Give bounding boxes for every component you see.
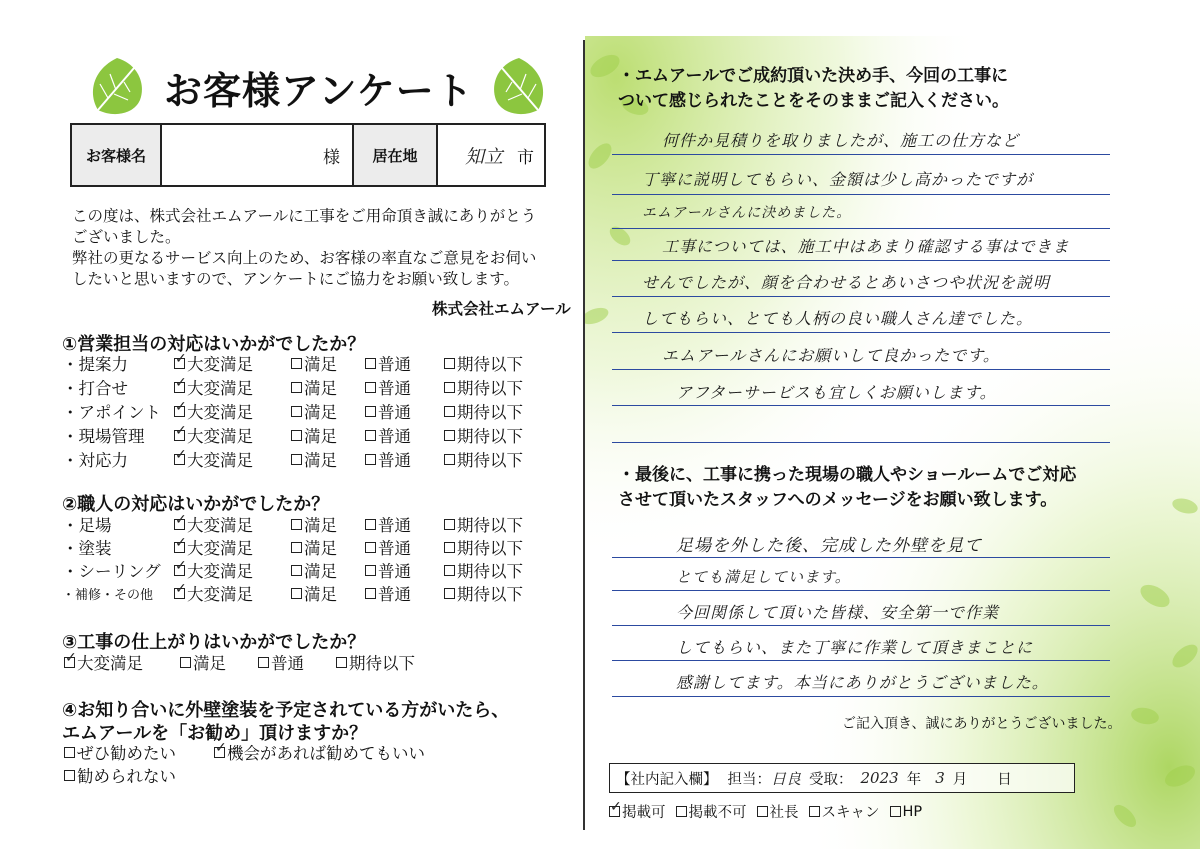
intro-line: 弊社の更なるサービス向上のため、お客様の率直なご意見をお伺い [72,249,537,267]
option-satisfied[interactable] [291,375,365,399]
ruled-line [612,194,1110,195]
ruled-line [612,696,1110,697]
checkbox-icon[interactable] [444,430,455,441]
checkbox-icon[interactable] [444,454,455,465]
question-3-options [64,651,415,673]
question-4-options-row2 [64,764,176,786]
option-label: 期待以下 [457,379,523,398]
handwritten-answer-line: エムアールさんにお願いして良かったです。 [662,346,1000,365]
year-label: 年 [906,771,922,788]
option-label: 大変満足 [187,516,253,535]
option-satisfied[interactable] [291,512,365,536]
checkbox-icon[interactable] [291,406,302,417]
office-use-box [609,763,1075,793]
handwritten-message-line: とても満足しています。 [676,568,851,586]
office-options [609,801,932,822]
checkbox-icon[interactable] [444,382,455,393]
rating-item-label: ・塗装 [62,539,112,558]
option-label: 期待以下 [457,539,523,558]
checkbox-icon[interactable] [291,588,302,599]
checkbox-icon[interactable] [291,519,302,530]
ruled-line [612,154,1110,155]
option-normal[interactable]: 普通 [258,650,336,674]
rating-item-label: ・シーリング [62,562,161,581]
option-normal[interactable] [365,351,444,375]
option-label: 普通 [378,562,411,581]
option-president[interactable]: 社長 [757,801,799,822]
day-label: 日 [997,771,1012,788]
address-label: 居在地 [354,125,438,185]
option-label: 大変満足 [187,539,253,558]
question-4-options-row1 [64,741,425,763]
rating-item-label: ・アポイント [62,403,161,422]
checkbox-icon[interactable] [174,430,185,441]
handwritten-message-line: 感謝してます。本当にありがとうございました。 [676,673,1049,692]
tanto-handwritten: 日良 [771,769,802,788]
checkbox-icon[interactable] [444,565,455,576]
option-very-satisfied[interactable] [174,399,291,423]
option-label: 満足 [304,403,337,422]
option-label: 満足 [304,379,337,398]
checkbox-icon[interactable] [365,382,376,393]
intro-line: この度は、株式会社エムアールに工事をご用命頂き誠にありがとう [72,207,537,225]
option-very-satisfied[interactable] [174,351,291,375]
checkbox-icon[interactable] [174,542,185,553]
question-4-title-line1: ④お知り合いに外壁塗装を予定されている方がいたら、 [62,700,510,721]
option-publish-ng[interactable]: 掲載不可 [676,801,747,822]
question-6-title: ・最後に、工事に携った現場の職人やショールームでご対応 させて頂いたスタッフへのメッセージをお願い致します。 [618,465,1077,510]
option-label: 普通 [378,355,411,374]
option-satisfied[interactable] [291,423,365,447]
question-5-title: ・エムアールでご成約頂いた決め手、今回の工事に ついて感じられたことをそのままご記入ください。 [618,66,1009,111]
checkbox-icon[interactable] [291,382,302,393]
checkbox-icon[interactable] [291,358,302,369]
checkbox-icon[interactable] [64,657,75,668]
option-normal[interactable] [365,558,444,582]
ruled-line [612,442,1110,443]
option-below-expectation[interactable] [444,581,534,605]
option-very-satisfied[interactable] [174,535,291,559]
option-label: 期待以下 [457,585,523,604]
option-normal[interactable] [365,512,444,536]
rating-row [62,424,534,446]
checkbox-icon[interactable] [365,542,376,553]
option-label: 大変満足 [187,585,253,604]
option-normal[interactable] [365,399,444,423]
option-satisfied[interactable] [291,447,365,471]
checkbox-icon[interactable] [609,806,620,817]
rating-row [62,582,534,604]
option-below-expectation[interactable] [444,558,534,582]
option-label: 期待以下 [457,427,523,446]
option-below-expectation[interactable] [444,447,534,471]
option-label: 普通 [378,427,411,446]
intro-line: したいと思いますので、アンケートにご協力をお願い致します。 [72,270,520,288]
option-normal[interactable] [365,375,444,399]
option-very-satisfied[interactable]: ✓ 大変満足 [64,650,180,674]
checkbox-icon[interactable] [291,542,302,553]
option-definitely-recommend[interactable]: ぜひ勧めたい [64,740,214,764]
option-label: 期待以下 [457,403,523,422]
option-satisfied[interactable] [291,581,365,605]
leaf-icon [84,54,150,120]
option-below-expectation[interactable] [444,535,534,559]
question-3-title: ③工事の仕上がりはいかがでしたか？ [62,632,366,653]
checkbox-icon[interactable] [291,430,302,441]
option-label: 普通 [378,585,411,604]
option-label: 大変満足 [187,355,253,374]
checkbox-icon[interactable] [174,382,185,393]
ruled-line [612,405,1110,406]
checkbox-icon[interactable] [365,565,376,576]
checkbox-icon[interactable] [336,657,347,668]
checkbox-icon[interactable] [365,358,376,369]
option-label: 満足 [304,516,337,535]
option-label: 満足 [304,539,337,558]
rating-row [62,448,534,470]
checkbox-icon[interactable] [676,806,687,817]
handwritten-answer-line: エムアールさんに決めました。 [642,205,852,221]
option-very-satisfied[interactable] [174,558,291,582]
option-label: 期待以下 [457,516,523,535]
ruled-line [612,228,1110,229]
option-normal[interactable] [365,535,444,559]
checkbox-icon[interactable] [444,406,455,417]
ruled-line [612,332,1110,333]
ruled-line [612,590,1110,591]
checkbox-icon[interactable] [444,519,455,530]
ruled-line [612,557,1110,558]
option-normal[interactable] [365,447,444,471]
option-label: 期待以下 [457,355,523,374]
checkbox-icon[interactable] [180,657,191,668]
rating-row [62,536,534,558]
checkbox-icon[interactable] [365,519,376,530]
customer-info-table [70,123,546,187]
title-banner [78,48,548,130]
question-4-title-line2: エムアールを「お勧め」頂けますか？ [62,723,368,744]
option-label: 期待以下 [457,451,523,470]
checkbox-icon[interactable] [444,542,455,553]
option-label: 普通 [378,403,411,422]
leaf-icon [486,54,552,120]
option-below-expectation[interactable] [444,351,534,375]
checkbox-icon[interactable] [174,519,185,530]
question-1-title: ①営業担当の対応はいかがでしたか？ [62,334,366,355]
customer-name-label: お客様名 [72,125,162,185]
month-label: 月 [952,771,968,788]
option-below-expectation[interactable] [444,423,534,447]
option-recommend-if-chance[interactable]: ✓ 機会があれば勧めてもいい [214,740,425,764]
checkbox-icon[interactable] [291,454,302,465]
option-hp[interactable]: HP [890,804,923,820]
checkbox-icon[interactable] [365,454,376,465]
handwritten-message-line: 今回関係して頂いた皆様、安全第一で作業 [676,603,1000,622]
option-label: 満足 [304,562,337,581]
option-label: 普通 [378,539,411,558]
checkbox-icon[interactable] [365,406,376,417]
checkbox-icon[interactable] [444,358,455,369]
option-label: 期待以下 [457,562,523,581]
rating-row [62,352,534,374]
option-very-satisfied[interactable] [174,512,291,536]
rating-item-label: ・提案力 [62,355,128,374]
checkbox-icon[interactable] [174,358,185,369]
rating-item-label: ・現場管理 [62,427,145,446]
rating-row [62,559,534,581]
checkbox-icon[interactable] [174,588,185,599]
option-label: 大変満足 [187,379,253,398]
intro-text [72,206,572,290]
option-below-expectation[interactable]: 期待以下 [336,650,415,674]
option-below-expectation[interactable] [444,375,534,399]
option-label: 大変満足 [187,562,253,581]
checkbox-icon[interactable] [890,806,901,817]
ruled-line [612,660,1110,661]
rating-item-label: ・打合せ [62,379,128,398]
option-very-satisfied[interactable] [174,581,291,605]
rating-item-label: ・足場 [62,516,112,535]
checkbox-icon[interactable] [365,430,376,441]
option-label: 大変満足 [187,427,253,446]
handwritten-message-line: 足場を外した後、完成した外壁を見て [676,536,982,556]
option-label: 満足 [304,355,337,374]
option-very-satisfied[interactable] [174,423,291,447]
option-label: 普通 [378,451,411,470]
name-suffix: 様 [323,147,340,168]
option-normal[interactable] [365,423,444,447]
address-handwritten: 知立 [464,145,503,168]
option-normal[interactable] [365,581,444,605]
company-name: 株式会社エムアール [432,300,571,318]
handwritten-answer-line: せんでしたが、顔を合わせるとあいさつや状況を説明 [642,273,1051,292]
ruled-line [612,369,1110,370]
option-label: 満足 [304,451,337,470]
checkbox-icon[interactable] [174,454,185,465]
option-satisfied[interactable] [291,399,365,423]
office-label: 【社内記入欄】 [616,771,718,788]
page-title: お客様アンケート [164,69,474,113]
handwritten-answer-line: してもらい、とても人柄の良い職人さん達でした。 [642,309,1034,328]
question-2-title: ②職人の対応はいかがでしたか？ [62,494,330,515]
ruled-line [612,296,1110,297]
option-publish-ok[interactable]: ✓ 掲載可 [609,801,666,822]
option-satisfied[interactable] [291,351,365,375]
checkbox-icon[interactable] [291,565,302,576]
handwritten-answer-line: 工事については、施工中はあまり確認する事はできま [662,237,1070,256]
handwritten-answer-line: アフターサービスも宜しくお願いします。 [676,383,997,402]
handwritten-message-line: してもらい、また丁寧に作業して頂きまことに [676,638,1034,657]
checkbox-icon[interactable] [64,770,75,781]
customer-name-field[interactable] [162,125,354,185]
checkbox-icon[interactable] [809,806,820,817]
address-suffix: 市 [517,147,534,168]
option-label: 満足 [304,585,337,604]
rating-item-label: ・対応力 [62,451,128,470]
month-handwritten: 3 [935,769,945,787]
option-label: 大変満足 [187,451,253,470]
option-label: 満足 [304,427,337,446]
option-very-satisfied[interactable] [174,447,291,471]
rating-row [62,400,534,422]
option-cannot-recommend[interactable]: 勧められない [64,763,176,787]
checkbox-icon[interactable] [365,588,376,599]
option-scan[interactable]: スキャン [809,801,880,822]
option-very-satisfied[interactable] [174,375,291,399]
intro-line: ございました。 [72,228,181,246]
checkbox-icon[interactable] [214,747,225,758]
option-satisfied[interactable]: 満足 [180,650,258,674]
option-satisfied[interactable] [291,535,365,559]
address-field[interactable] [438,125,544,185]
checkbox-icon[interactable] [174,406,185,417]
handwritten-answer-line: 何件か見積りを取りましたが、施工の仕方など [662,131,1020,150]
option-label: 普通 [378,516,411,535]
checkbox-icon[interactable] [258,657,269,668]
checkbox-icon[interactable] [757,806,768,817]
rating-item-label: ・補修・その他 [62,587,154,603]
option-satisfied[interactable] [291,558,365,582]
option-below-expectation[interactable] [444,512,534,536]
checkbox-icon[interactable] [64,747,75,758]
ruled-line [612,625,1110,626]
tanto-label: 担当： [727,771,771,788]
year-handwritten: 2023 [860,769,899,787]
checkbox-icon[interactable] [174,565,185,576]
option-label: 大変満足 [187,403,253,422]
handwritten-answer-line: 丁寧に説明してもらい、金額は少し高かったですが [642,170,1034,189]
checkbox-icon[interactable] [444,588,455,599]
thanks-text: ご記入頂き、誠にありがとうございました。 [842,716,1122,732]
option-below-expectation[interactable] [444,399,534,423]
uketori-label: 受取： [809,771,853,788]
rating-row [62,376,534,398]
option-label: 普通 [378,379,411,398]
rating-row [62,513,534,535]
ruled-line [612,260,1110,261]
column-divider [583,40,585,830]
